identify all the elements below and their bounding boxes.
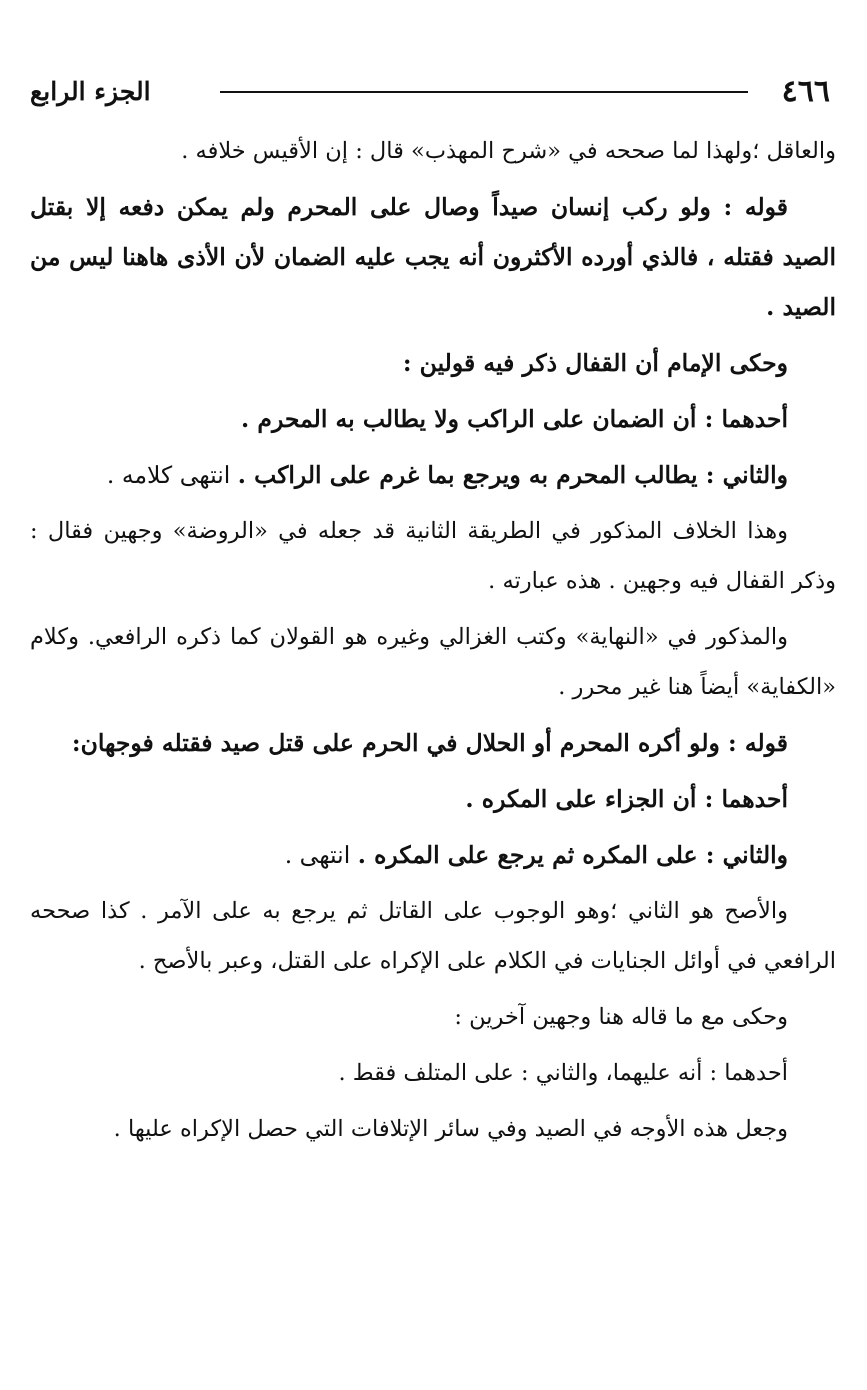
bold-quote-paragraph: وحكى الإمام أن القفال ذكر فيه قولين : bbox=[402, 349, 788, 377]
paragraph: وهذا الخلاف المذكور في الطريقة الثانية قد جعله في «الروضة» وجهين فقال : وذكر القفال فيه وجهين . هذه عبارته . bbox=[30, 518, 836, 594]
bold-quote-paragraph bbox=[30, 450, 836, 500]
bold-quote-paragraph: قوله : ولو أكره المحرم أو الحلال في الحرم على قتل صيد فقتله فوجهان: bbox=[71, 729, 788, 757]
paragraph: والعاقل ؛ولهذا لما صححه في «شرح المهذب» قال : إن الأقيس خلافه . bbox=[181, 138, 836, 164]
quote-text: والثاني : يطالب المحرم به ويرجع بما غرم على الراكب . bbox=[237, 461, 788, 489]
page-header bbox=[30, 72, 830, 112]
quote-text: والثاني : على المكره ثم يرجع على المكره . bbox=[357, 841, 788, 869]
header-rule bbox=[220, 91, 748, 93]
paragraph: أحدهما : أنه عليهما، والثاني : على المتلف فقط . bbox=[338, 1060, 788, 1086]
bold-quote-paragraph: أحدهما : أن الجزاء على المكره . bbox=[465, 785, 788, 813]
paragraph: وجعل هذه الأوجه في الصيد وفي سائر الإتلافات التي حصل الإكراه عليها . bbox=[113, 1116, 788, 1142]
page-number: ٤٦٦ bbox=[781, 74, 830, 109]
page-body bbox=[30, 126, 836, 1160]
running-title: الجزء الرابع bbox=[30, 77, 151, 106]
bold-quote-paragraph: أحدهما : أن الضمان على الراكب ولا يطالب به المحرم . bbox=[241, 405, 788, 433]
paragraph: والأصح هو الثاني ؛وهو الوجوب على القاتل ثم يرجع به على الآمر . كذا صححه الرافعي في أوائل الجنايات في الكلام على الإكراه على القتل، وعبر بالأصح . bbox=[30, 898, 836, 974]
bold-quote-paragraph: قوله : ولو ركب إنسان صيداً وصال على المحرم ولم يمكن دفعه إلا بقتل الصيد فقتله ، فالذي أورده الأكثرون أنه يجب عليه الضمان لأن الأذى هاهنا ليس من الصيد . bbox=[30, 193, 836, 321]
bold-quote-paragraph bbox=[30, 830, 836, 880]
paragraph: والمذكور في «النهاية» وكتب الغزالي وغيره هو القولان كما ذكره الرافعي. وكلام «الكفاية» أيضاً هنا غير محرر . bbox=[30, 624, 836, 700]
quote-tail: انتهى كلامه . bbox=[106, 461, 238, 489]
paragraph: وحكى مع ما قاله هنا وجهين آخرين : bbox=[454, 1004, 788, 1030]
quote-tail: انتهى . bbox=[284, 841, 358, 869]
